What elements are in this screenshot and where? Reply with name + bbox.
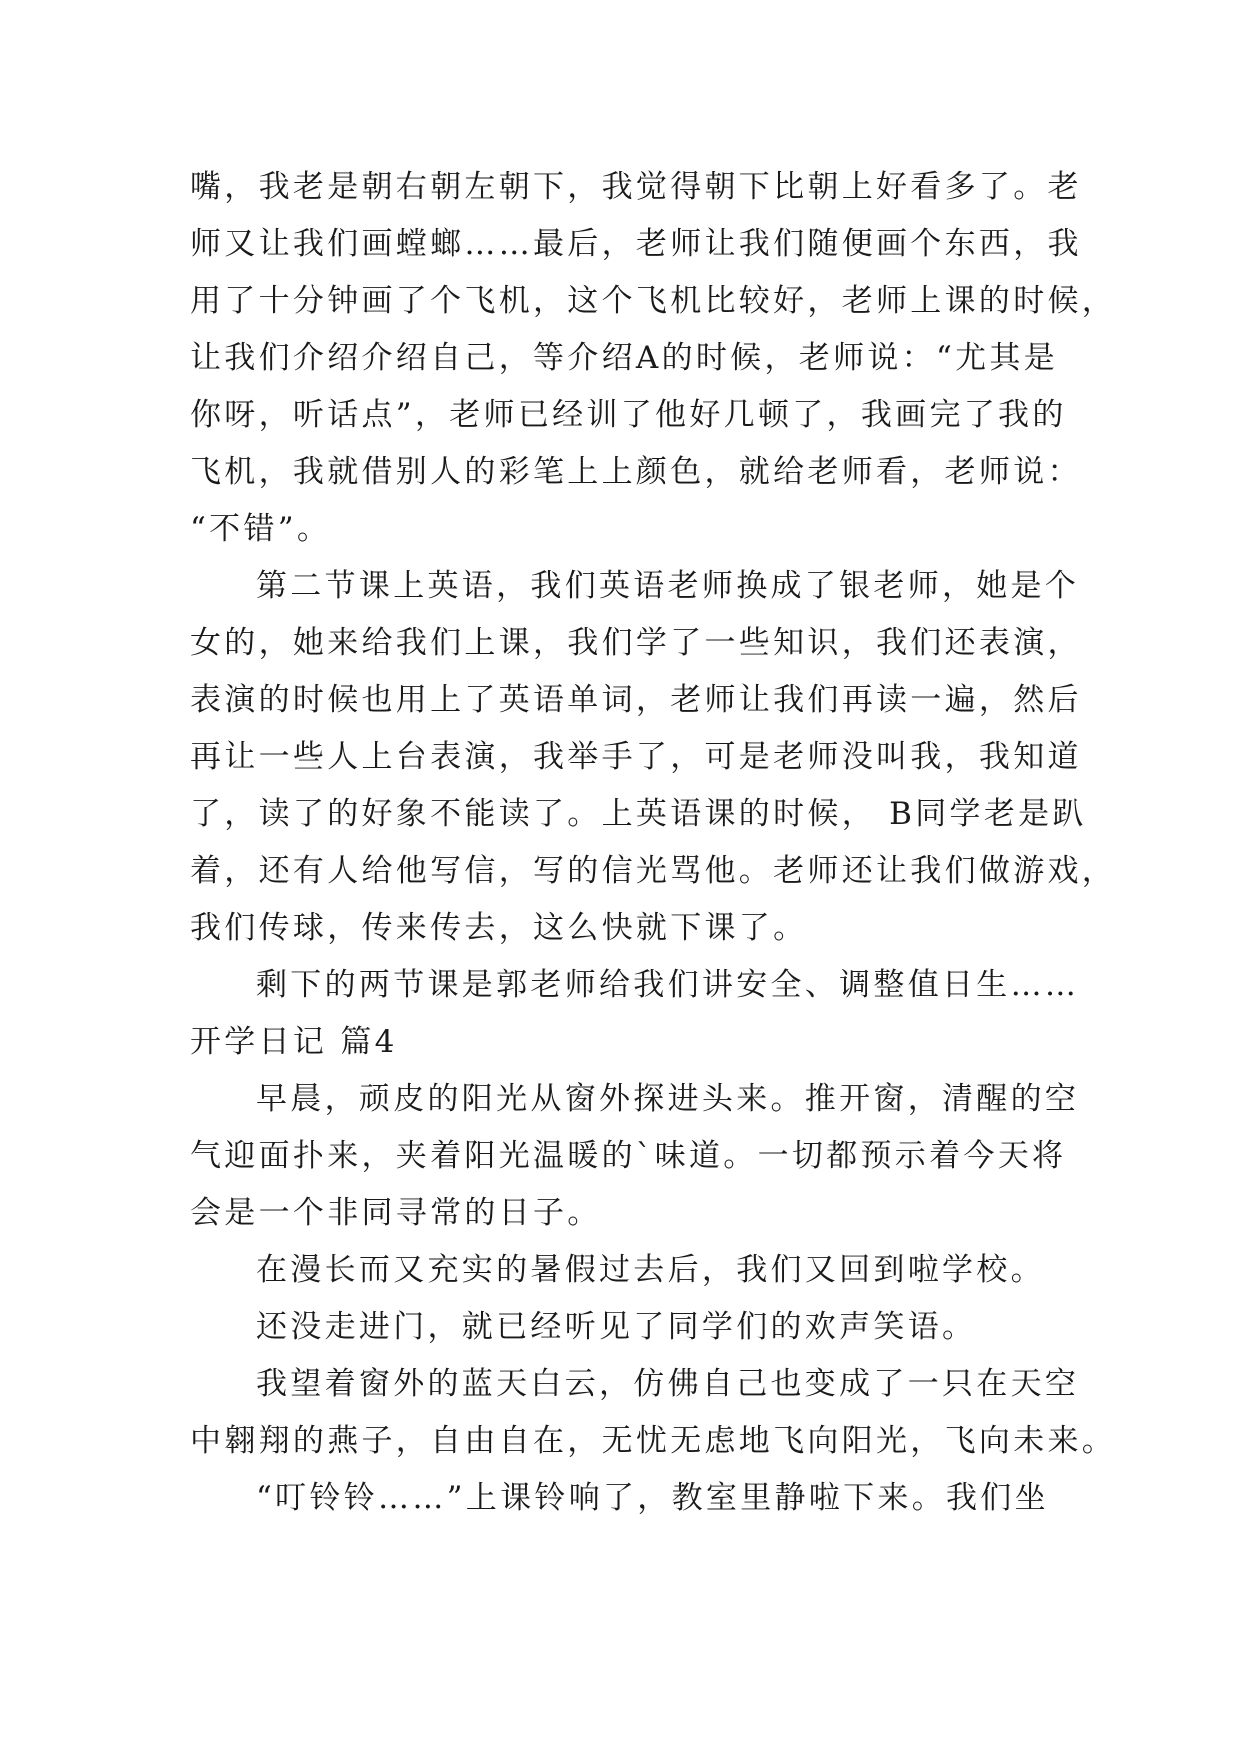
text-line: 飞机，我就借别人的彩笔上上颜色，就给老师看，老师说： — [190, 454, 1082, 490]
text-line: 中翱翔的燕子，自由自在，无忧无虑地飞向阳光，飞向未来。 — [190, 1423, 1117, 1459]
text-line: 我们传球，传来传去，这么快就下课了。 — [190, 910, 808, 946]
text-line: “叮铃铃……”上课铃响了，教室里静啦下来。我们坐 — [256, 1480, 1049, 1516]
document-body — [190, 159, 1117, 1527]
text-line: 师又让我们画螳螂……最后，老师让我们随便画个东西，我 — [190, 226, 1082, 262]
text-line: 用了十分钟画了个飞机，这个飞机比较好，老师上课的时候， — [190, 283, 1117, 319]
text-line: 剩下的两节课是郭老师给我们讲安全、调整值日生…… — [256, 967, 1080, 1003]
text-line: “不错”。 — [190, 511, 332, 547]
text-line: 再让一些人上台表演，我举手了，可是老师没叫我，我知道 — [190, 739, 1082, 775]
text-line: 让我们介绍介绍自己，等介绍A的时候，老师说：“尤其是 — [190, 340, 1059, 376]
text-line: 嘴，我老是朝右朝左朝下，我觉得朝下比朝上好看多了。老 — [190, 169, 1082, 205]
text-line: 表演的时候也用上了英语单词，老师让我们再读一遍，然后 — [190, 682, 1082, 718]
text-line: 着，还有人给他写信，写的信光骂他。老师还让我们做游戏， — [190, 853, 1117, 889]
text-line: 我望着窗外的蓝天白云，仿佛自己也变成了一只在天空 — [256, 1366, 1080, 1402]
text-line: 了，读了的好象不能读了。上英语课的时候， B同学老是趴 — [190, 796, 1087, 832]
text-line: 开学日记 篇4 — [190, 1024, 398, 1060]
text-line: 第二节课上英语，我们英语老师换成了银老师，她是个 — [256, 568, 1080, 604]
text-line: 女的，她来给我们上课，我们学了一些知识，我们还表演， — [190, 625, 1082, 661]
text-line: 在漫长而又充实的暑假过去后，我们又回到啦学校。 — [256, 1252, 1045, 1288]
text-line: 气迎面扑来，夹着阳光温暖的`味道。一切都预示着今天将 — [190, 1138, 1067, 1174]
text-line: 会是一个非同寻常的日子。 — [190, 1195, 602, 1231]
text-line: 还没走进门，就已经听见了同学们的欢声笑语。 — [256, 1309, 977, 1345]
text-line: 早晨，顽皮的阳光从窗外探进头来。推开窗，清醒的空 — [256, 1081, 1080, 1117]
text-line: 你呀，听话点”，老师已经训了他好几顿了，我画完了我的 — [190, 397, 1067, 433]
